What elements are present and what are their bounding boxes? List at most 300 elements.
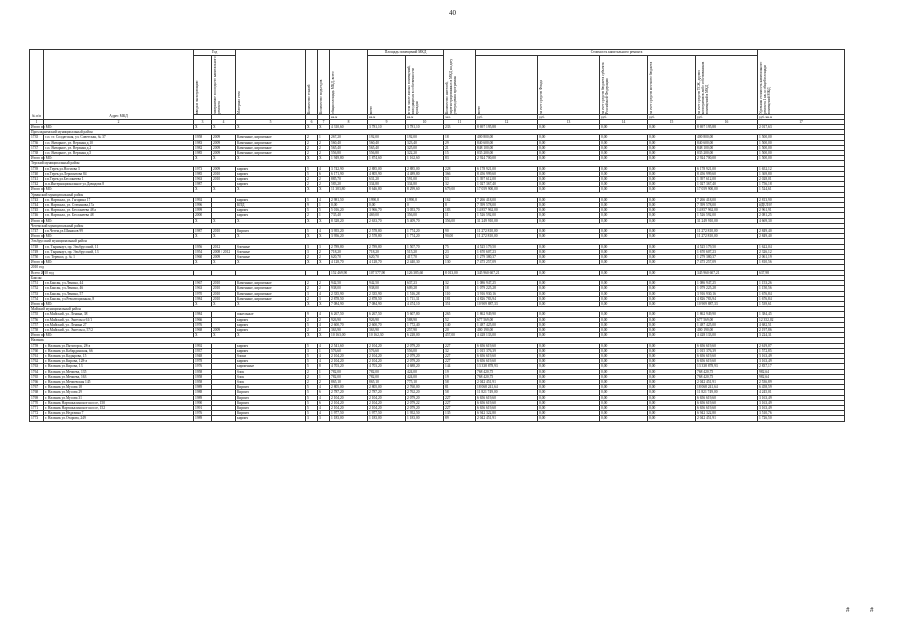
- table-cell: 1758: [30, 327, 44, 332]
- table-cell: 0,00: [538, 317, 600, 322]
- table-cell: 1982: [194, 145, 212, 150]
- table-cell: 0,00: [600, 177, 648, 182]
- table-cell: #ДЕЛ/0!: [758, 203, 845, 208]
- table-cell: 0,00: [538, 374, 600, 379]
- table-cell: 2 760,00: [406, 385, 444, 390]
- table-cell: 0,00: [648, 177, 696, 182]
- table-cell: 0,00: [648, 213, 696, 218]
- table-cell: блок: [236, 369, 306, 374]
- table-cell: 1973: [194, 166, 212, 171]
- table-cell: 1764: [30, 369, 44, 374]
- table-cell: 1 487 425,00: [696, 322, 758, 327]
- table-cell: 8 456 999,60: [476, 171, 538, 176]
- table-cell: 19: [444, 369, 476, 374]
- table-cell: 126 385,60: [406, 270, 444, 275]
- table-cell: 2 335,90: [368, 291, 406, 296]
- table-cell: 1 670 607,23: [476, 249, 538, 254]
- table-cell: с.п. Янтарное, ул. Верхняя д.10: [44, 140, 194, 145]
- table-cell: X: [236, 218, 306, 223]
- table-cell: 6 942 322,80: [696, 411, 758, 416]
- table-cell: 0,00: [538, 353, 600, 358]
- table-cell: 1753: [30, 291, 44, 296]
- table-cell: 1757: [30, 322, 44, 327]
- table-cell: 620,70: [330, 255, 368, 260]
- table-cell: 942,50: [368, 281, 406, 286]
- table-cell: 1 079 225,28: [696, 286, 758, 291]
- table-cell: 227: [444, 343, 476, 348]
- table-cell: 565,40: [330, 145, 368, 150]
- table-cell: 0,00: [600, 125, 648, 130]
- table-cell: 1770: [30, 400, 44, 405]
- table-cell: Кирпич: [236, 390, 306, 395]
- table-cell: Итого по МО:: [31, 333, 53, 338]
- table-cell: 1 500,00: [758, 145, 845, 150]
- table-cell: 677 569,00: [696, 317, 758, 322]
- table-cell: 1978: [194, 359, 212, 364]
- table-cell: 32: [444, 348, 476, 353]
- table-cell: 1988: [194, 390, 212, 395]
- table-cell: 83: [444, 156, 476, 161]
- table-cell: 2 104,20: [330, 395, 368, 400]
- table-cell: 5: [306, 208, 318, 213]
- table-cell: 0,00: [648, 208, 696, 213]
- table-cell: 0,00: [600, 151, 648, 156]
- table-cell: 20: [444, 327, 476, 332]
- table-cell: 1984: [194, 312, 212, 317]
- table-cell: 565,40: [368, 145, 406, 150]
- table-cell: 7 084,90: [368, 301, 406, 306]
- table-cell: 2008 / 2012: [212, 249, 236, 254]
- table-cell: 1999: [194, 208, 212, 213]
- table-cell: 2: [306, 317, 318, 322]
- table-cell: 2: [318, 317, 330, 322]
- table-cell: 0,00: [648, 379, 696, 384]
- table-cell: 848 100,00: [476, 145, 538, 150]
- table-cell: 363,90: [368, 327, 406, 332]
- table-cell: 325,00: [406, 145, 444, 150]
- table-cell: 32: [444, 255, 476, 260]
- column-index: 1: [30, 120, 44, 125]
- group-title: Терский муниципальный район: [30, 161, 845, 166]
- table-cell: 5: [306, 197, 318, 202]
- table-cell: 18 068 241,64: [696, 385, 758, 390]
- table-cell: 3 053,70: [406, 208, 444, 213]
- table-cell: 0,00: [600, 364, 648, 369]
- table-cell: 366: [444, 171, 476, 176]
- table-cell: X: [306, 125, 318, 130]
- column-index: 11: [444, 120, 476, 125]
- table-cell: 90: [444, 229, 476, 234]
- table-cell: кирпич: [236, 213, 306, 218]
- page-mark: #: [870, 606, 874, 614]
- table-cell: 0,00: [648, 327, 696, 332]
- table-cell: 1989: [194, 385, 212, 390]
- table-cell: 1744: [30, 203, 44, 208]
- table-cell: X: [306, 218, 318, 223]
- table-cell: 0,00: [538, 333, 600, 338]
- table-cell: 0,00: [600, 374, 648, 379]
- table-cell: 53: [444, 177, 476, 182]
- table-cell: 0,00: [648, 197, 696, 202]
- table-cell: X: [212, 187, 236, 192]
- table-cell: 0,00: [538, 348, 600, 353]
- table-cell: 3 163,49: [758, 400, 845, 405]
- table-cell: 9: [306, 203, 318, 208]
- table-cell: 0,00: [648, 364, 696, 369]
- table-cell: 0,00: [600, 244, 648, 249]
- table-cell: Итого по МО:: [31, 125, 53, 129]
- table-cell: 982,64: [758, 374, 845, 379]
- table-cell: 0,00: [648, 140, 696, 145]
- table-cell: 140: [444, 322, 476, 327]
- table-cell: кирпич: [236, 171, 306, 176]
- table-cell: 0,00: [538, 234, 600, 239]
- table-cell: г.п.Баксан, ул.Ленина, 57: [44, 291, 194, 296]
- header-total-area: общая площадь МКД, всего: [331, 71, 336, 114]
- table-cell: кирпич: [236, 359, 306, 364]
- table-cell: X: [236, 125, 306, 130]
- table-cell: 3: [306, 416, 318, 421]
- header-address: Адрес МКД: [44, 50, 194, 120]
- table-cell: 1: [318, 135, 330, 140]
- table-cell: 469,00: [368, 213, 406, 218]
- table-cell: 0,00: [648, 411, 696, 416]
- table-cell: 4: [318, 312, 330, 317]
- table-cell: 2 042 451,91: [476, 416, 538, 421]
- table-cell: 227: [444, 359, 476, 364]
- table-cell: 1948: [194, 353, 212, 358]
- table-cell: 2 849,40: [758, 234, 845, 239]
- table-cell: 1968: [194, 327, 212, 332]
- table-cell: 583,20: [330, 182, 368, 187]
- table-cell: 1759: [30, 343, 44, 348]
- table-cell: X: [306, 333, 318, 338]
- table-cell: 1 183,00: [406, 416, 444, 421]
- header-repair-cost: Стоимость капитального ремонта: [476, 50, 758, 56]
- table-cell: X: [318, 125, 330, 130]
- table-cell: 2 028,01: [758, 177, 845, 182]
- header-wall-material: Материал стен: [237, 91, 242, 114]
- table-cell: X: [212, 333, 236, 338]
- table-cell: 0,00: [648, 260, 696, 265]
- table-cell: 1989: [194, 395, 212, 400]
- column-index: 15: [648, 120, 696, 125]
- header-number: № п/п: [30, 50, 44, 120]
- table-cell: 1746: [30, 213, 44, 218]
- table-cell: 0,00: [600, 291, 648, 296]
- header-floors: Количество этажей: [307, 84, 312, 114]
- table-cell: 400 190,00: [476, 327, 538, 332]
- table-cell: 152 469,90: [330, 270, 368, 275]
- table-cell: 5: [306, 353, 318, 358]
- table-cell: 227: [444, 353, 476, 358]
- group-title: Прохладненский муниципальный район: [30, 130, 845, 135]
- table-cell: 591,00: [406, 177, 444, 182]
- table-cell: 0,00: [600, 145, 648, 150]
- table-cell: 4 805,90: [368, 171, 406, 176]
- table-cell: 0,00: [648, 390, 696, 395]
- table-cell: 0,00: [600, 353, 648, 358]
- table-cell: 2009: [212, 135, 236, 140]
- table-cell: 6 656 619,60: [696, 343, 758, 348]
- table-cell: 1763: [30, 364, 44, 369]
- page-number: 40: [449, 9, 456, 17]
- table-cell: 6 942 322,80: [476, 411, 538, 416]
- table-cell: 0,00: [600, 166, 648, 171]
- table-cell: 576,60: [368, 348, 406, 353]
- table-cell: 6 228,00: [406, 333, 444, 338]
- table-cell: 1956: [194, 244, 212, 249]
- table-cell: 0,00: [648, 229, 696, 234]
- table-cell: 2 079,20: [406, 343, 444, 348]
- table-cell: 1 507,70: [406, 244, 444, 249]
- table-cell: 0,00: [538, 327, 600, 332]
- table-cell: 11 272 810,00: [476, 229, 538, 234]
- table-cell: 11 272 810,00: [696, 234, 758, 239]
- table-cell: X: [236, 301, 306, 306]
- table-cell: 2: [318, 255, 330, 260]
- table-cell: 6 656 619,60: [696, 395, 758, 400]
- table-cell: 4 128,70: [330, 260, 368, 265]
- table-cell: 1 977,50: [368, 411, 406, 416]
- table-cell: кирпич: [236, 182, 306, 187]
- table-cell: 0,00: [648, 405, 696, 410]
- table-cell: 2 042 451,91: [476, 379, 538, 384]
- table-cell: с.п. Терекол, д. № 1: [44, 255, 194, 260]
- table-cell: 0,00: [648, 395, 696, 400]
- table-cell: 0,00: [600, 395, 648, 400]
- table-cell: 2 104,20: [330, 405, 368, 410]
- table-cell: 0,00: [600, 385, 648, 390]
- table-cell: 6: [318, 390, 330, 395]
- table-cell: 840 600,00: [476, 140, 538, 145]
- table-cell: 2 326,12: [758, 249, 845, 254]
- table-cell: 6 656 619,60: [476, 395, 538, 400]
- table-cell: 637,98: [758, 270, 845, 275]
- table-cell: 334,80: [368, 182, 406, 187]
- table-cell: 4 826 783,94: [476, 296, 538, 301]
- table-cell: 228: [444, 166, 476, 171]
- table-cell: г.п.Баксан, ул.Ленина, 44: [44, 281, 194, 286]
- table-cell: 6 656 619,60: [476, 405, 538, 410]
- table-cell: 2 081,25: [758, 213, 845, 218]
- table-cell: Кирпич: [236, 385, 306, 390]
- table-cell: 0,00: [600, 327, 648, 332]
- table-cell: 2010: [212, 171, 236, 176]
- table-cell: 3 956,20: [330, 234, 368, 239]
- table-cell: 1 756,18: [758, 182, 845, 187]
- table-cell: г.п.Чегем,ул.Шинахов 99: [44, 229, 194, 234]
- table-cell: 2: [306, 369, 318, 374]
- header-residents: Количество жителей, зарегистрированных в МКД на дату утверждения программы: [445, 58, 458, 114]
- table-cell: г.п.Майский, ул. Ленина, 38: [44, 312, 194, 317]
- table-cell: 1 726,50: [758, 416, 845, 421]
- table-cell: г.п.Терек,ул.Бесланеева 1: [44, 177, 194, 182]
- table-cell: 0,00: [600, 213, 648, 218]
- table-cell: X: [306, 260, 318, 265]
- table-cell: 1: [318, 213, 330, 218]
- table-cell: 0,00: [600, 416, 648, 421]
- table-cell: 1768: [30, 390, 44, 395]
- table-cell: 11 821 749,00: [476, 390, 538, 395]
- table-cell: Кирпич: [236, 395, 306, 400]
- table-cell: 1 774,20: [406, 229, 444, 234]
- table-cell: 32: [444, 182, 476, 187]
- table-cell: 2 878,50: [330, 296, 368, 301]
- unit-cell: руб./кв.м: [758, 115, 845, 120]
- table-cell: 13 338 878,93: [696, 364, 758, 369]
- table-cell: 1991: [194, 405, 212, 410]
- table-cell: 926,90: [330, 317, 368, 322]
- table-cell: 2 787,20: [368, 390, 406, 395]
- table-cell: 2 104,20: [368, 405, 406, 410]
- table-cell: 2: [306, 327, 318, 332]
- table-cell: 6 656 619,60: [476, 343, 538, 348]
- table-cell: 417,70: [406, 255, 444, 260]
- table-cell: 4 525 179,50: [696, 244, 758, 249]
- table-cell: 11 272 810,00: [696, 229, 758, 234]
- table-cell: X: [306, 156, 318, 161]
- table-cell: кирпич: [236, 166, 306, 171]
- table-cell: 424,00: [406, 374, 444, 379]
- header-year: Год: [194, 50, 236, 56]
- table-cell: 0,00: [648, 187, 696, 192]
- table-cell: 0,00: [538, 244, 600, 249]
- table-cell: 5: [306, 395, 318, 400]
- table-cell: 2 104,20: [330, 400, 368, 405]
- table-cell: 18: [444, 286, 476, 291]
- table-cell: 183: [444, 208, 476, 213]
- table-cell: 3: [306, 249, 318, 254]
- table-cell: 31 249 910,00: [696, 218, 758, 223]
- table-cell: 3: [318, 296, 330, 301]
- table-cell: 1 772,40: [406, 322, 444, 327]
- table-cell: 5: [306, 400, 318, 405]
- table-cell: 21: [444, 145, 476, 150]
- table-cell: кирпичные: [236, 364, 306, 369]
- table-cell: 4 489,80: [406, 171, 444, 176]
- table-cell: 1741: [30, 177, 44, 182]
- table-cell: 4 310,60: [330, 125, 368, 130]
- table-cell: 1992: [194, 343, 212, 348]
- table-cell: 89: [444, 416, 476, 421]
- table-cell: 1761: [30, 353, 44, 358]
- table-cell: 0,00: [600, 249, 648, 254]
- table-cell: г.п. Нарткала, ул. Степанова,17а: [44, 203, 194, 208]
- table-cell: 865,10: [330, 379, 368, 384]
- header-area-all: всего: [369, 105, 374, 114]
- table-cell: 2 061,19: [758, 255, 845, 260]
- table-cell: 1937: [194, 348, 212, 353]
- table-cell: 2 017,63: [758, 125, 845, 130]
- table-cell: 1 810,56: [758, 260, 845, 265]
- column-index: 14: [600, 120, 648, 125]
- table-cell: 11: [444, 213, 476, 218]
- table-cell: 0,00: [648, 244, 696, 249]
- table-cell: 0,00: [538, 281, 600, 286]
- table-cell: г.п.Баксан, ул.Ленина, 46: [44, 286, 194, 291]
- table-cell: блок: [236, 379, 306, 384]
- table-cell: 609,28: [406, 286, 444, 291]
- table-cell: 0,00: [538, 156, 600, 161]
- table-cell: 1958: [194, 135, 212, 140]
- table-cell: 2 885,00: [406, 166, 444, 171]
- table-cell: 0,00: [600, 140, 648, 145]
- table-cell: 400 800,00: [476, 135, 538, 140]
- table-cell: 3: [306, 291, 318, 296]
- table-cell: 5: [306, 359, 318, 364]
- table-cell: 1 862 949,90: [696, 312, 758, 317]
- table-cell: 982,64: [758, 369, 845, 374]
- table-cell: 227: [444, 395, 476, 400]
- table-cell: 265: [444, 312, 476, 317]
- table-cell: 10 162,30: [368, 333, 406, 338]
- table-cell: X: [212, 260, 236, 265]
- table-cell: 0,00: [368, 203, 406, 208]
- group-title: 2010 год: [30, 265, 845, 270]
- table-cell: 2 079,20: [406, 395, 444, 400]
- table-cell: 1 676,84: [758, 296, 845, 301]
- table-cell: с.п. Янтарное, ул. Верхняя д.5: [44, 151, 194, 156]
- table-cell: 3 510,76: [758, 411, 845, 416]
- table-cell: 0,00: [538, 218, 600, 223]
- table-cell: 1738: [30, 151, 44, 156]
- table-cell: Кирпич: [236, 405, 306, 410]
- header-premises-area: Площадь помещений МКД: [368, 50, 444, 56]
- header-entrances: Количество подъездов: [319, 79, 324, 114]
- table-cell: 0,00: [538, 312, 600, 317]
- table-cell: 107 577,90: [368, 270, 406, 275]
- table-cell: Кирпич: [236, 400, 306, 405]
- table-cell: 0,00: [600, 369, 648, 374]
- table-cell: 227: [444, 405, 476, 410]
- table-cell: 81: [444, 385, 476, 390]
- table-cell: 1966: [194, 317, 212, 322]
- table-cell: 2: [318, 249, 330, 254]
- table-cell: 2: [318, 379, 330, 384]
- table-cell: 0,00: [538, 151, 600, 156]
- table-cell: 0,00: [600, 343, 648, 348]
- table-cell: 2: [306, 286, 318, 291]
- table-cell: 1: [318, 374, 330, 379]
- table-cell: 2 600,70: [330, 322, 368, 327]
- table-cell: 8: [444, 203, 476, 208]
- table-cell: 4: [318, 405, 330, 410]
- table-cell: 0,00: [600, 208, 648, 213]
- table-cell: 5: [306, 385, 318, 390]
- table-cell: 2010: [212, 286, 236, 291]
- table-cell: 2 042 451,91: [696, 416, 758, 421]
- header-unit-cost: Удельная стоимость капитального ремонта 1 кв. м общей площади помещений МКД: [759, 61, 772, 114]
- table-cell: 1963: [194, 286, 212, 291]
- table-cell: 1960: [194, 255, 212, 260]
- table-cell: 0,00: [538, 145, 600, 150]
- table-cell: 1985: [194, 171, 212, 176]
- table-cell: 576,60: [330, 348, 368, 353]
- table-cell: 400 190,00: [696, 327, 758, 332]
- table-body: [30, 120, 845, 422]
- table-cell: 1 150,56: [758, 286, 845, 291]
- table-cell: 135: [444, 411, 476, 416]
- table-cell: г.п.Майский, ул. Ленина 27: [44, 322, 194, 327]
- table-cell: 5: [318, 208, 330, 213]
- table-cell: 1762: [30, 359, 44, 364]
- table-cell: 1 774,20: [406, 234, 444, 239]
- table-cell: 938,00: [330, 286, 368, 291]
- table-cell: 0,00: [538, 405, 600, 410]
- table-cell: 2 924 700,00: [476, 156, 538, 161]
- table-cell: 2 787,20: [330, 390, 368, 395]
